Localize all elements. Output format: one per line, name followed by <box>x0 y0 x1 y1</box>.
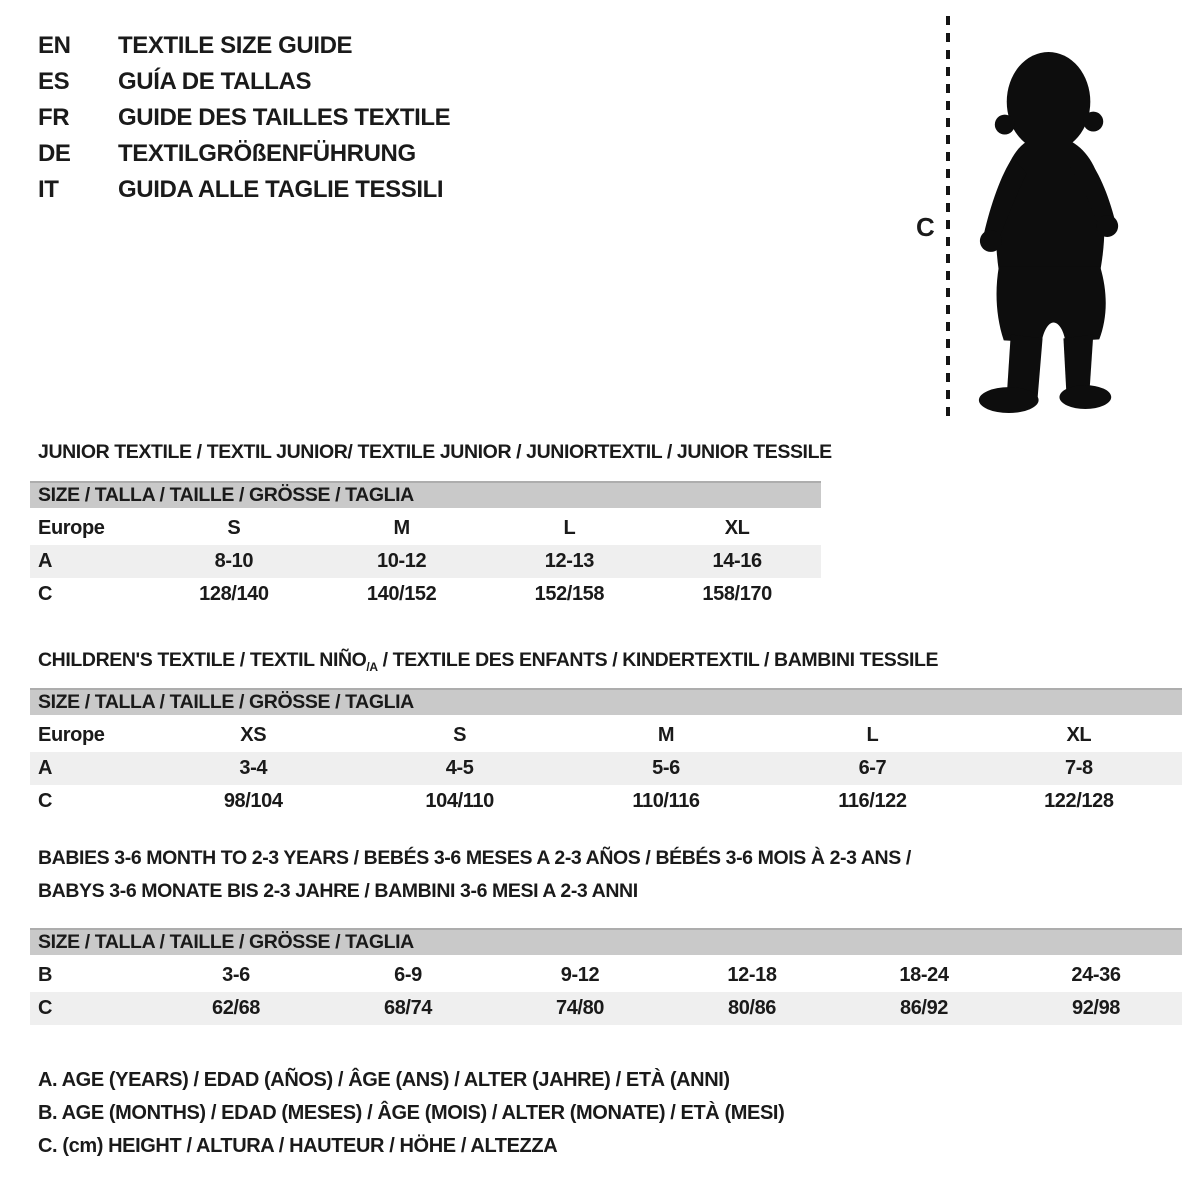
language-code: EN <box>38 32 71 59</box>
toddler-silhouette <box>965 50 1143 418</box>
language-row <box>38 64 450 100</box>
language-row <box>38 28 450 64</box>
size-cell: 10-12 <box>377 550 427 572</box>
section-title-text: CHILDREN'S TEXTILE / TEXTIL NIÑO <box>38 649 367 671</box>
table-row <box>30 992 1182 1025</box>
junior-size-table <box>30 481 821 611</box>
language-code: ES <box>38 68 70 95</box>
size-cell: 5-6 <box>652 757 680 779</box>
legend <box>38 1064 784 1163</box>
table-row <box>30 512 821 545</box>
size-cell: 18-24 <box>899 964 949 986</box>
table-row <box>30 578 821 611</box>
size-table-header-label: SIZE / TALLA / TAILLE / GRÖSSE / TAGLIA <box>38 484 414 506</box>
guide-title: GUIDA ALLE TAGLIE TESSILI <box>118 176 444 203</box>
size-cell: 7-8 <box>1064 757 1093 779</box>
guide-title: GUÍA DE TALLAS <box>118 68 312 95</box>
row-label: A <box>38 757 53 779</box>
section-title-line <box>38 875 911 908</box>
row-label: C <box>38 997 53 1019</box>
language-title-list <box>38 28 450 208</box>
size-cell: L <box>563 517 576 539</box>
section-title-line <box>38 842 911 875</box>
size-cell: M <box>657 724 675 746</box>
table-body <box>30 512 821 611</box>
section-title-text: / TEXTILE DES ENFANTS / KINDERTEXTIL / BAMBINI TESSILE <box>377 649 939 671</box>
size-cell: M <box>393 517 410 539</box>
table-row <box>30 752 1182 785</box>
size-cell: 86/92 <box>899 997 949 1019</box>
size-cell: 80/86 <box>727 997 777 1019</box>
size-table-header-label: SIZE / TALLA / TAILLE / GRÖSSE / TAGLIA <box>38 691 414 713</box>
size-cell: 74/80 <box>555 997 605 1019</box>
legend-line: C. (cm) HEIGHT / ALTURA / HAUTEUR / HÖHE / ALTEZZA <box>38 1135 558 1157</box>
table-body <box>30 719 1182 818</box>
size-cell: 92/98 <box>1071 997 1121 1019</box>
legend-line: B. AGE (MONTHS) / EDAD (MESES) / ÂGE (MOIS) / ALTER (MONATE) / ETÀ (MESI) <box>38 1102 785 1124</box>
size-cell: 110/116 <box>632 790 700 812</box>
size-cell: 140/152 <box>366 583 437 605</box>
junior-section-title <box>38 436 832 469</box>
row-label: Europe <box>38 517 105 539</box>
size-cell: 62/68 <box>211 997 261 1019</box>
size-cell: 6-9 <box>394 964 422 986</box>
size-cell: 14-16 <box>712 550 762 572</box>
babies-section-title <box>38 842 911 908</box>
size-cell: 116/122 <box>838 790 907 812</box>
language-code: IT <box>38 176 59 203</box>
table-row <box>30 785 1182 818</box>
row-label: C <box>38 790 53 812</box>
size-cell: 9-12 <box>560 964 600 986</box>
size-table-header <box>30 928 1182 955</box>
guide-title: TEXTILGRÖßENFÜHRUNG <box>118 140 416 167</box>
section-title-text: BABIES 3-6 MONTH TO 2-3 YEARS / BEBÉS 3-6 MESES A 2-3 AÑOS / BÉBÉS 3-6 MOIS À 2-3 ANS / <box>38 847 911 869</box>
size-cell: S <box>227 517 241 539</box>
size-cell: XS <box>240 724 267 746</box>
section-title-line <box>38 644 938 677</box>
language-row <box>38 136 450 172</box>
table-row <box>30 959 1182 992</box>
size-cell: 152/158 <box>534 583 605 605</box>
size-cell: 128/140 <box>199 583 269 605</box>
size-cell: 158/170 <box>702 583 772 605</box>
size-table-header-label: SIZE / TALLA / TAILLE / GRÖSSE / TAGLIA <box>38 931 414 953</box>
section-title-text: BABYS 3-6 MONATE BIS 2-3 JAHRE / BAMBINI 3-6 MESI A 2-3 ANNI <box>38 880 638 902</box>
row-label: B <box>38 964 53 986</box>
row-label: Europe <box>38 724 105 746</box>
children-section-title <box>38 644 938 677</box>
size-cell: XL <box>724 517 750 539</box>
size-cell: 3-4 <box>239 757 268 779</box>
size-cell: 12-18 <box>727 964 777 986</box>
table-body <box>30 959 1182 1025</box>
size-cell: 68/74 <box>383 997 433 1019</box>
size-cell: 3-6 <box>222 964 250 986</box>
language-code: FR <box>38 104 70 131</box>
size-cell: XL <box>1066 724 1092 746</box>
babies-size-table <box>30 928 1182 1025</box>
height-measure-label: C <box>916 212 935 242</box>
section-title-text: /A <box>366 660 378 674</box>
legend-line: A. AGE (YEARS) / EDAD (AÑOS) / ÂGE (ANS) / ALTER (JAHRE) / ETÀ (ANNI) <box>38 1069 730 1091</box>
size-cell: 98/104 <box>223 790 283 812</box>
section-title-line <box>38 436 832 469</box>
height-measure-dashed-line <box>946 16 950 416</box>
size-cell: 12-13 <box>544 550 594 572</box>
size-table-header <box>30 688 1182 715</box>
size-cell: 8-10 <box>214 550 254 572</box>
section-title-text: JUNIOR TEXTILE / TEXTIL JUNIOR/ TEXTILE JUNIOR / JUNIORTEXTIL / JUNIOR TESSILE <box>38 441 832 463</box>
language-code: DE <box>38 140 71 167</box>
size-cell: 104/110 <box>425 790 494 812</box>
size-cell: 4-5 <box>445 757 474 779</box>
children-size-table <box>30 688 1182 818</box>
size-cell: L <box>866 724 879 746</box>
language-row <box>38 100 450 136</box>
table-row <box>30 719 1182 752</box>
table-row <box>30 545 821 578</box>
size-cell: 6-7 <box>858 757 887 779</box>
language-row <box>38 172 450 208</box>
row-label: C <box>38 583 53 605</box>
guide-title: TEXTILE SIZE GUIDE <box>118 32 353 59</box>
size-cell: S <box>453 724 467 746</box>
size-table-header <box>30 481 821 508</box>
size-cell: 24-36 <box>1071 964 1121 986</box>
row-label: A <box>38 550 53 572</box>
guide-title: GUIDE DES TAILLES TEXTILE <box>118 104 451 131</box>
size-cell: 122/128 <box>1044 790 1114 812</box>
